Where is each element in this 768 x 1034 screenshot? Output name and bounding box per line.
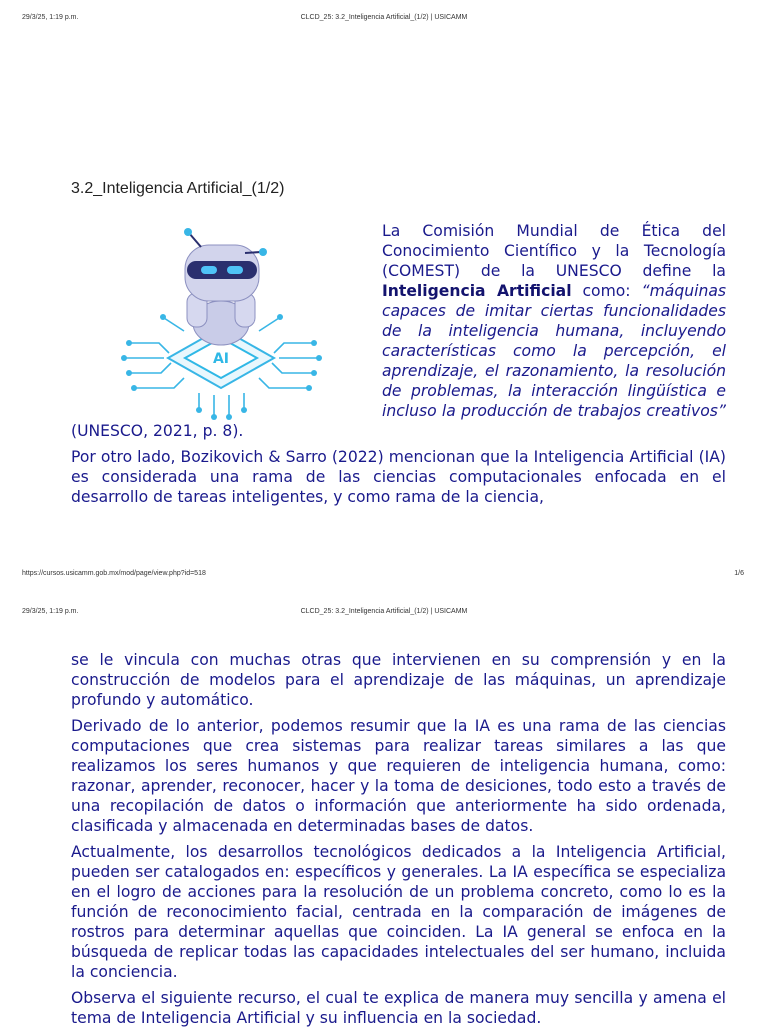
page1-content [71, 221, 726, 513]
paragraph-recurso: Observa el siguiente recurso, el cual te explica de manera muy sencilla y amena el tema de Inteligencia Artificial y su influencia en la sociedad. [71, 989, 726, 1027]
term-inteligencia-artificial: Inteligencia Artificial [382, 282, 572, 300]
paragraph-bozikovich: Por otro lado, Bozikovich & Sarro (2022) mencionan que la Inteligencia Artificial (IA) es considerada una rama de las ciencias computacionales enfocada en el desarrollo de tareas inteligentes, y como rama de la ciencia, [71, 448, 726, 506]
unesco-quote: “máquinas capaces de imitar ciertas funcionalidades de la inteligencia humana, incluyendo características como la percepción, el aprendizaje, el razonamiento, la resolución de problemas, la interacción lingüística e incluso la producción de trabajos creativos” [382, 282, 727, 420]
paragraph-desarrollos: Actualmente, los desarrollos tecnológicos dedicados a la Inteligencia Artificial, pueden ser catalogados en: específicos y generales. La IA específica se especializa en el logro de acciones para la resolución de un problema concreto, como lo es la función de reconocimiento facial, centrada en la comparación de imágenes de rostros para determinar aquellas que coinciden. La IA general se enfoca en la búsqueda de replicar todas las capacidades intelectuales del ser humano, incluida la conciencia. [71, 843, 726, 981]
page-title: 3.2_Inteligencia Artificial_(1/2) [71, 180, 285, 197]
print-header-title-page2: CLCD_25: 3.2_Inteligencia Artificial_(1/2) | USICAMM [300, 608, 468, 615]
page-number: 1/6 [734, 570, 744, 577]
print-url[interactable]: https://cursos.usicamm.gob.mx/mod/page/view.php?id=518 [22, 570, 206, 577]
robot-chip-icon [89, 223, 354, 421]
paragraph-resumen: Derivado de lo anterior, podemos resumir que la IA es una rama de las ciencias computaciones que crea sistemas para realizar tareas similares a las que realizamos los seres humanos y que requieren de inteligencia humana, como: razonar, aprender, reconocer, hacer y la toma de desiciones, todo esto a través de una recopilación de datos o información que anteriormente ha sido ordenada, clasificada y almacenada en determinadas bases de datos. [71, 717, 726, 835]
paragraph-continuation: se le vincula con muchas otras que intervienen en su comprensión y en la construcción de modelos para el aprendizaje de las máquinas, un aprendizaje profundo y automático. [71, 651, 726, 709]
svg-text:AI: AI [212, 351, 230, 367]
print-header-title: CLCD_25: 3.2_Inteligencia Artificial_(1/2) | USICAMM [300, 14, 468, 21]
print-date: 29/3/25, 1:19 p.m. [22, 14, 79, 21]
page2-content [71, 650, 726, 1034]
print-date-page2: 29/3/25, 1:19 p.m. [22, 608, 79, 615]
intro-paragraph: La Comisión Mundial de Ética del Conocimiento Científico y la Tecnología (COMEST) de la UNESCO define la Inteligencia Artificial como: “máquinas capaces de imitar ciertas funcionalidades de la inteligencia humana, incluyendo características como la percepción, el aprendizaje, el razonamiento, la resolución de problemas, la interacción lingüística e incluso la producción de trabajos creativos” (UNESCO, 2021, p. 8). [71, 222, 727, 440]
